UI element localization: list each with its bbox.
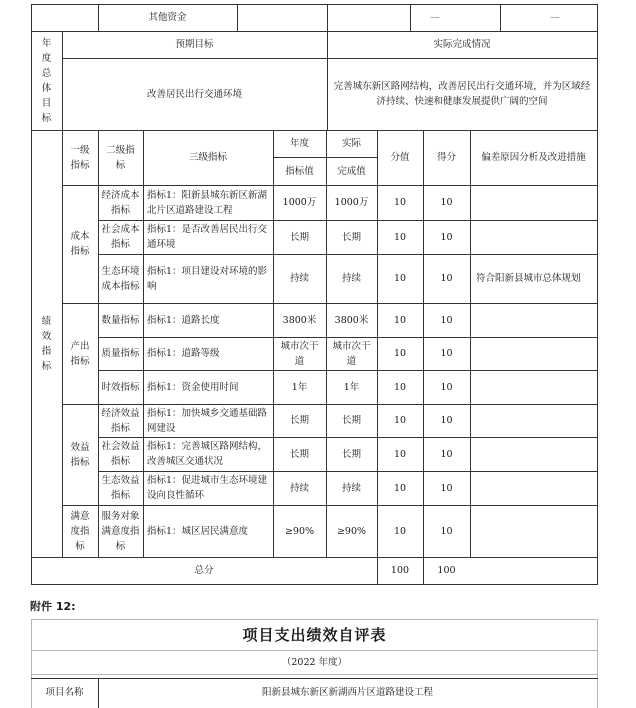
overall-goal-header: 年度总体目标 <box>41 37 52 124</box>
row-level3: 指标1：阳新县城东新区新湖北片区道路建设工程 <box>147 189 268 216</box>
other-funds-dash: — <box>430 12 440 23</box>
row-actual: 1年 <box>343 381 360 393</box>
row-annual: 持续 <box>289 273 309 284</box>
row-score: 10 <box>440 348 453 359</box>
group-satisfaction: 满意度指标 <box>70 510 90 552</box>
row-actual: 长期 <box>341 231 361 243</box>
row-annual: ≥90% <box>284 525 315 537</box>
row-annual: 1000万 <box>282 197 317 208</box>
row-level2: 数量指标 <box>101 314 140 326</box>
row-annual: 持续 <box>289 482 309 494</box>
column-annual: 年度 <box>289 138 309 149</box>
row-actual: 持续 <box>341 482 361 494</box>
total-label: 总分 <box>194 565 214 576</box>
expected-goal-header: 预期目标 <box>175 39 214 50</box>
row-score: 10 <box>440 415 453 426</box>
column-level2: 二级指标 <box>106 144 135 171</box>
grid-line <box>31 584 598 585</box>
row-score: 10 <box>440 482 453 494</box>
row-level2: 生态环境成本指标 <box>101 265 140 292</box>
row-score: 10 <box>440 231 453 243</box>
grid-line <box>31 674 598 675</box>
total-score: 100 <box>437 565 456 576</box>
row-value: 10 <box>393 381 407 393</box>
grid-line <box>237 4 238 32</box>
row-annual: 3800米 <box>282 314 317 326</box>
row-value: 10 <box>393 448 407 460</box>
grid-line <box>470 130 471 558</box>
row-actual: ≥90% <box>336 525 367 537</box>
row-actual: 长期 <box>341 415 361 426</box>
group-benefit: 效益指标 <box>70 441 90 468</box>
row-score: 10 <box>440 273 453 284</box>
grid-line <box>500 4 501 32</box>
row-level2: 经济效益指标 <box>101 407 140 434</box>
row-level3: 指标1：是否改善居民出行交通环境 <box>147 224 268 250</box>
column-score-value: 分值 <box>390 152 410 163</box>
row-level3: 指标1：完善城区路网结构，改善城区交通状况 <box>147 441 268 467</box>
other-funds-label: 其他资金 <box>148 12 187 23</box>
column-actual: 实际 <box>341 138 361 149</box>
row-score: 10 <box>440 314 453 326</box>
group-output: 产出指标 <box>70 340 90 367</box>
row-level3: 指标1：城区居民满意度 <box>147 525 249 537</box>
row-annual: 长期 <box>289 231 309 243</box>
row-level3: 指标1：道路长度 <box>147 314 220 326</box>
row-level2: 质量指标 <box>101 348 140 359</box>
row-score: 10 <box>440 525 453 537</box>
row-score: 10 <box>440 197 453 208</box>
row-level2: 社会效益指标 <box>101 441 140 467</box>
column-actual-sub: 完成值 <box>337 165 366 177</box>
project-name-value: 阳新县城东新区新湖西片区道路建设工程 <box>261 686 433 698</box>
row-annual: 1年 <box>291 381 308 393</box>
column-score: 得分 <box>436 152 456 163</box>
total-value: 100 <box>390 565 410 576</box>
row-actual: 3800米 <box>334 314 369 326</box>
row-score: 10 <box>440 381 453 393</box>
performance-header: 绩效指标 <box>41 315 52 372</box>
row-annual: 长期 <box>289 415 309 426</box>
row-value: 10 <box>393 482 407 494</box>
row-actual: 长期 <box>341 448 361 460</box>
attachment-label: 附件 12: <box>30 599 76 613</box>
column-annual-sub: 指标值 <box>285 165 314 177</box>
row-level3: 指标1：资金使用时间 <box>147 381 239 393</box>
row-value: 10 <box>393 197 407 208</box>
form-year: （2022 年度） <box>281 657 348 668</box>
row-value: 10 <box>393 231 407 243</box>
row-level2: 社会成本指标 <box>101 224 140 250</box>
row-score: 10 <box>440 448 453 460</box>
form-title: 项目支出绩效自评表 <box>242 625 387 644</box>
row-actual: 持续 <box>341 273 361 284</box>
grid-line <box>327 4 328 32</box>
row-value: 10 <box>393 314 407 326</box>
column-level1: 一级指标 <box>70 144 90 171</box>
actual-result-text: 完善城东新区路网结构，改善居民出行交通环境，并为区域经济持续、快速和健康发展提供广阔的空间 <box>333 81 591 107</box>
actual-result-header: 实际完成情况 <box>433 39 491 50</box>
grid-line <box>597 4 598 585</box>
row-actual: 城市次干道 <box>332 340 371 367</box>
row-level2: 服务对象满意度指标 <box>101 510 140 552</box>
expected-goal-text: 改善居民出行交通环境 <box>146 88 242 100</box>
other-funds-dash: — <box>550 12 560 23</box>
row-annual: 城市次干道 <box>280 340 319 367</box>
row-level2: 经济成本指标 <box>101 189 140 216</box>
row-value: 10 <box>393 348 407 359</box>
row-value: 10 <box>393 273 407 284</box>
row-value: 10 <box>393 525 407 537</box>
row-level3: 指标1：项目建设对环境的影响 <box>147 265 268 292</box>
row-level2: 生态效益指标 <box>101 475 140 501</box>
row-level2: 时效指标 <box>101 381 140 393</box>
column-level3: 三级指标 <box>188 152 227 163</box>
row-actual: 1000万 <box>334 197 369 208</box>
row-value: 10 <box>393 415 407 426</box>
row-note: 符合阳新县城市总体规划 <box>476 273 581 284</box>
row-level3: 指标1：促进城市生态环境建设向良性循环 <box>147 475 268 501</box>
project-name-label: 项目名称 <box>45 686 84 698</box>
row-level3: 指标1：道路等级 <box>147 348 220 359</box>
column-deviation: 偏差原因分析及改进措施 <box>481 152 586 163</box>
group-cost: 成本指标 <box>70 231 90 257</box>
row-level3: 指标1：加快城乡交通基础路网建设 <box>147 407 268 434</box>
row-annual: 长期 <box>289 448 309 460</box>
